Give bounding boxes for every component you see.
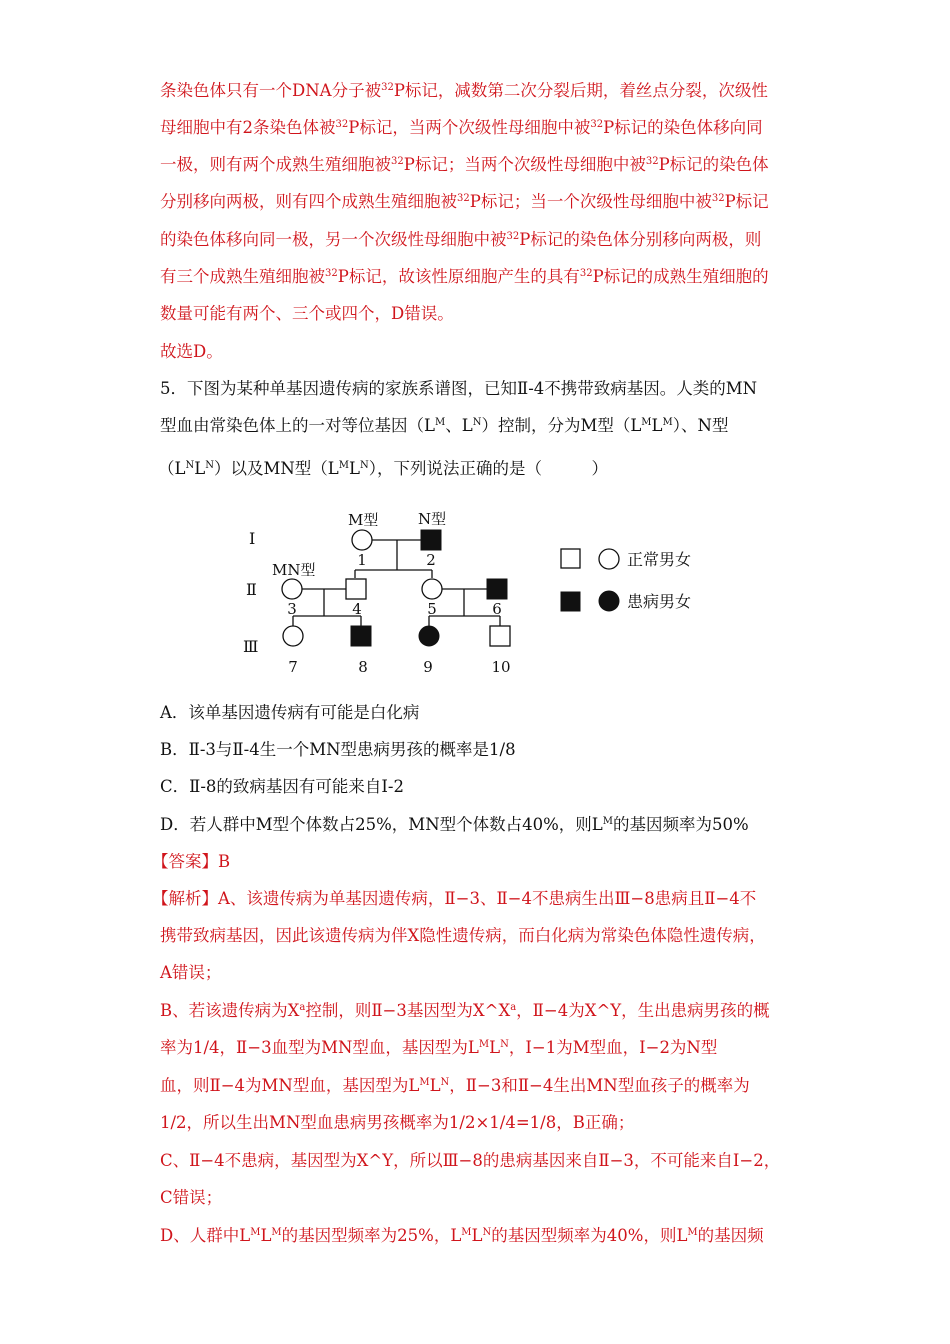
individual-II5-normal-female	[422, 579, 442, 599]
individual-III7-normal-female	[283, 626, 303, 646]
analysis-line-7: 1/2，所以生出MN型血患病男孩概率为1/2×1/4=1/8，B正确；	[160, 1113, 635, 1132]
legend-affected-label: 患病男女	[627, 592, 692, 611]
analysis-line-2: 携带致病基因，因此该遗传病为伴X隐性遗传病，而白化病为常染色体隐性遗传病，	[160, 926, 766, 945]
number-II5: 5	[427, 600, 437, 618]
generation-label-II: Ⅱ	[246, 580, 257, 599]
analysis-line-6: 血，则Ⅱ−4为MN型血，基因型为$L^ML^N$，Ⅱ−3和Ⅱ−4生出MN型血孩子的概率为	[160, 1076, 750, 1095]
individual-II6-affected-male	[487, 579, 507, 599]
option-b: B．Ⅱ-3与Ⅱ-4生一个MN型患病男孩的概率是1/8	[160, 740, 516, 759]
number-III10: 10	[491, 658, 511, 676]
analysis-line-1: 【解析】A、该遗传病为单基因遗传病，Ⅱ−3、Ⅱ−4不患病生出Ⅲ−8患病且Ⅱ−4不	[152, 889, 757, 908]
question-stem-line-2: 型血由常染色体上的一对等位基因（$L^M$、$L^N$）控制，分为M型$(L^ML^M)$、N型	[160, 416, 729, 435]
number-I1: 1	[357, 551, 367, 569]
individual-I2-affected-male	[421, 530, 441, 550]
question-stem-line-1: 5．下图为某种单基因遗传病的家族系谱图，已知Ⅱ-4不携带致病基因。人类的MN	[160, 379, 758, 398]
analysis-line-9: C错误；	[160, 1188, 223, 1207]
analysis-line-10: D、人群中$L^ML^M$的基因型频率为25%，$L^ML^N$的基因型频率为40%，则$L^M$的基因频	[160, 1226, 764, 1245]
blood-label-I2: N型	[418, 510, 447, 528]
explanation-line-4: 分别移向两极，则有四个成熟生殖细胞被$^{32}$P标记；当一个次级性母细胞中被$^{32}$P标记	[160, 192, 769, 211]
number-I2: 2	[426, 551, 436, 569]
number-II3: 3	[287, 600, 297, 618]
prev-answer-choice: 故选D。	[160, 342, 223, 361]
legend-affected-male-icon	[561, 592, 580, 611]
number-III8: 8	[358, 658, 368, 676]
legend-normal-female-icon	[599, 549, 619, 569]
explanation-line-5: 的染色体移向同一极，另一个次级性母细胞中被$^{32}$P标记的染色体分别移向两极，则	[160, 230, 762, 249]
blood-label-I1: M型	[348, 511, 379, 529]
option-c: C．Ⅱ-8的致病基因有可能来自I-2	[160, 777, 405, 796]
generation-label-I: Ⅰ	[249, 529, 256, 548]
analysis-line-8: C、Ⅱ−4不患病，基因型为X^Y，所以Ⅲ−8的患病基因来自Ⅱ−3，不可能来自Ⅰ−2，	[160, 1151, 781, 1170]
option-a: A．该单基因遗传病有可能是白化病	[160, 703, 420, 722]
number-II4: 4	[352, 600, 362, 618]
legend-normal-label: 正常男女	[627, 550, 692, 569]
number-II6: 6	[492, 600, 502, 618]
individual-III8-affected-male	[351, 626, 371, 646]
legend-affected-female-icon	[599, 591, 619, 611]
pedigree-chart	[235, 500, 735, 690]
explanation-line-7: 数量可能有两个、三个或四个，D错误。	[160, 304, 454, 323]
number-III7: 7	[288, 658, 298, 676]
legend-normal-male-icon	[561, 549, 580, 568]
option-d: D．若人群中M型个体数占25%，MN型个体数占40%，则$L^M$的基因频率为50%	[160, 815, 749, 834]
analysis-line-4: B、若该遗传病为$X^a$控制，则Ⅱ−3基因型为$X\^{}X^a$，Ⅱ−4为X^Y，生出患病男孩的概	[160, 1001, 770, 1020]
analysis-line-5: 率为1/4，Ⅱ−3血型为MN型血，基因型为$L^ML^N$，Ⅰ−1为M型血，Ⅰ−2为N型	[160, 1038, 718, 1057]
individual-I1-normal-female	[352, 530, 372, 550]
explanation-line-1: 条染色体只有一个DNA分子被$^{32}$P标记，减数第二次分裂后期，着丝点分裂，次级性	[160, 81, 768, 100]
individual-II4-normal-male	[346, 579, 366, 599]
individual-II3-normal-female	[282, 579, 302, 599]
individual-III9-affected-female	[419, 626, 439, 646]
question-stem-line-3: $(L^NL^N)$以及MN型$(L^ML^N)$，下列说法正确的是（ ）	[158, 459, 608, 478]
explanation-line-2: 母细胞中有2条染色体被$^{32}$P标记，当两个次级性母细胞中被$^{32}$P标记的染色体移向同	[160, 118, 763, 137]
analysis-line-3: A错误；	[160, 963, 222, 982]
individual-III10-normal-male	[490, 626, 510, 646]
explanation-line-3: 一极，则有两个成熟生殖细胞被$^{32}$P标记；当两个次级性母细胞中被$^{32}$P标记的染色体	[160, 155, 769, 174]
explanation-line-6: 有三个成熟生殖细胞被$^{32}$P标记，故该性原细胞产生的具有$^{32}$P标记的成熟生殖细胞的	[160, 267, 769, 286]
blood-label-II3: MN型	[272, 561, 316, 579]
number-III9: 9	[423, 658, 433, 676]
answer-label: 【答案】B	[152, 852, 231, 871]
generation-label-III: Ⅲ	[243, 637, 259, 656]
